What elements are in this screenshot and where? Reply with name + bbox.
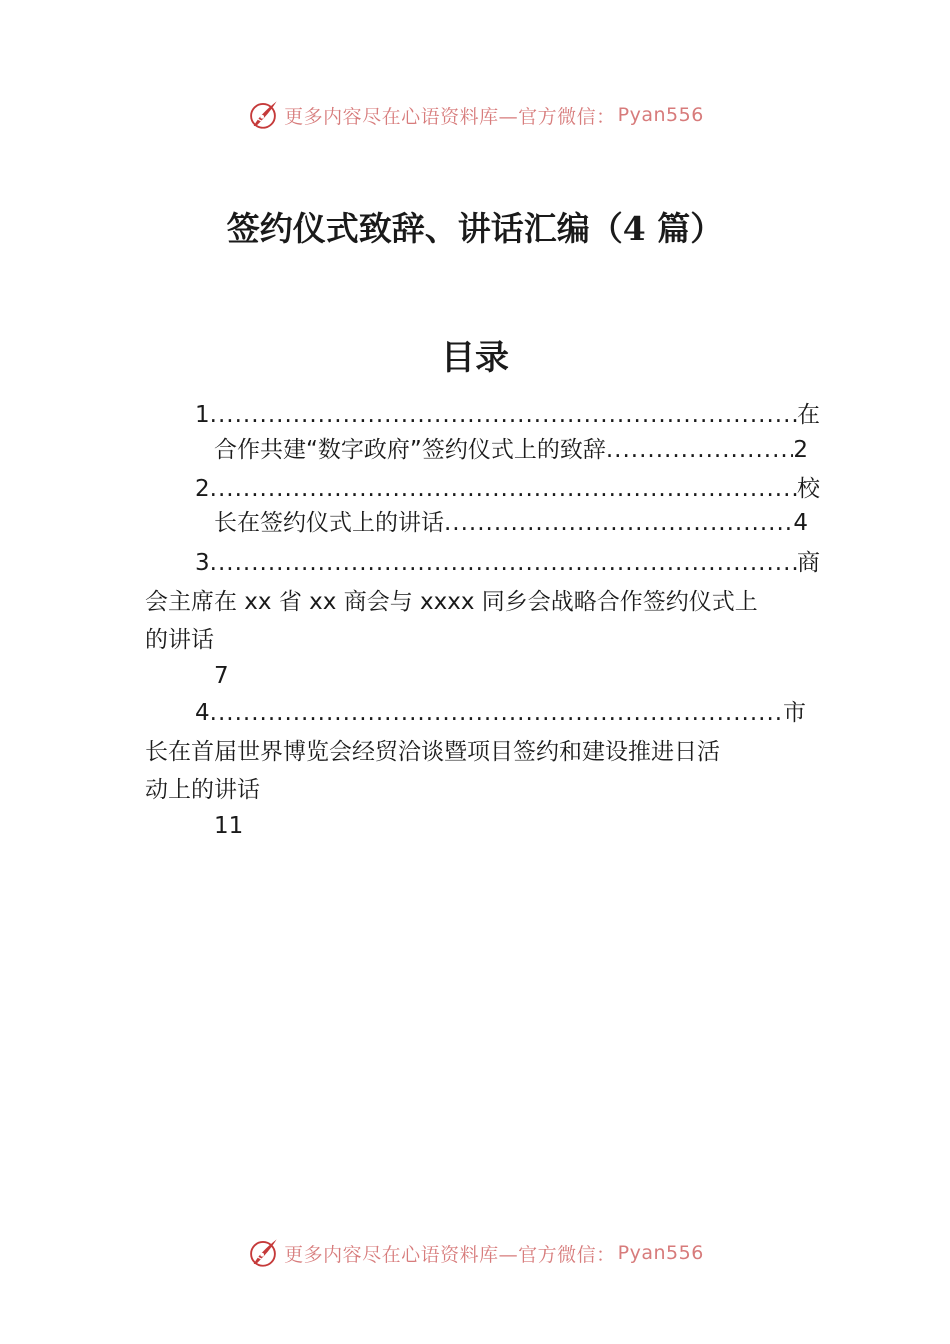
toc-leader-dots [210,548,797,578]
toc-leader-dots [210,698,783,728]
document-title: 签约仪式致辞、讲话汇编（4 篇） [226,209,724,248]
toc-entry-4-text-line1[interactable]: 长在首届世界博览会经贸洽谈暨项目签约和建设推进日活 [145,739,720,765]
toc-entry-number: 2 [195,476,210,502]
toc-entry-4-line1[interactable] [195,698,806,730]
banner-wechat-id: Pyan556 [617,1242,704,1264]
toc-leader-dots [444,508,793,538]
banner-text: 更多内容尽在心语资料库—官方微信： [284,105,616,128]
toc-entry-page: 4 [793,510,808,536]
toc-leader-dots [606,435,794,465]
toc-entry-1-line1[interactable] [195,400,820,432]
toc-entry-lead: 商 [797,550,820,576]
header-banner [0,95,950,135]
toc-entry-3-page[interactable]: 7 [214,663,229,689]
toc-entry-2-line2[interactable] [214,508,808,540]
toc-leader-dots [210,400,797,430]
banner-wechat-id: Pyan556 [617,104,704,126]
toc-leader-dots [210,474,797,504]
toc-entry-3-text-line2[interactable]: 的讲话 [145,627,214,653]
toc-entry-text: 长在签约仪式上的讲话 [214,510,444,536]
toc-entry-4-text-line2[interactable]: 动上的讲话 [145,777,260,803]
banner-text: 更多内容尽在心语资料库—官方微信： [284,1243,616,1266]
toc-entry-text: 合作共建“数字政府”签约仪式上的致辞 [214,437,606,463]
toc-entry-3-line1[interactable] [195,548,820,580]
toc-entry-lead: 校 [797,476,820,502]
toc-entry-number: 4 [195,700,210,726]
toc-entry-4-page[interactable]: 11 [214,813,244,839]
toc-entry-2-line1[interactable] [195,474,820,506]
toc-entry-lead: 在 [797,402,820,428]
footer-banner [0,1233,950,1273]
toc-entry-lead: 市 [783,700,806,726]
toc-entry-1-line2[interactable] [214,435,808,467]
quill-pen-logo-icon [246,98,280,132]
toc-entry-3-text-line1[interactable]: 会主席在 xx 省 xx 商会与 xxxx 同乡会战略合作签约仪式上 [145,589,758,615]
toc-entry-page: 2 [793,437,808,463]
toc-heading: 目录 [441,338,509,378]
quill-pen-logo-icon [246,1236,280,1270]
toc-entry-number: 1 [195,402,210,428]
toc-entry-number: 3 [195,550,210,576]
